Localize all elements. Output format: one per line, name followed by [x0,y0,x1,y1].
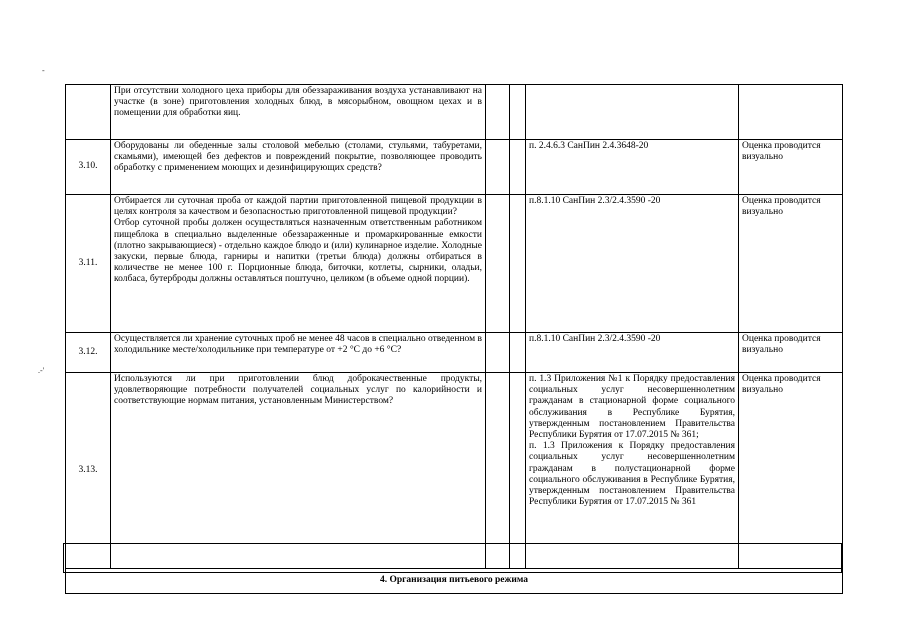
row-number: 3.11. [66,195,111,333]
requirement-text: Осуществляется ли хранение суточных проб не менее 48 часов в специально отведенном в холодильнике месте/холодильнике при температуре от +2 °С до +6 °С? [111,333,486,373]
table-row [66,140,843,195]
answer-cell [486,373,510,569]
answer-cell [486,140,510,195]
row-number [66,85,111,140]
answer-cell [510,373,526,569]
method-text: Оценка проводится визуально [739,333,843,373]
requirement-text: Используются ли при приготовлении блюд доброкачественные продукты, удовлетворяющие потребности получателей социальных услуг по калорийности и соответствующие нормам питания, установленным Министерством? [111,373,486,569]
answer-cell [510,140,526,195]
answer-cell [510,195,526,333]
row-number: 3.13. [66,373,111,569]
requirement-text: Отбирается ли суточная проба от каждой партии приготовленной пищевой продукции в целях контроля за качеством и безопасностью приготовленной пищевой продукции? Отбор суточной пробы должен осуществляться назначенным ответственным работником пищеблока в специально выделенные обеззараженные и промаркированные емкости (плотно закрывающиеся) - отдельно каждое блюдо и (или) кулинарное изделие. Холодные закуски, первые блюда, гарниры и напитки (третьи блюда) должны отбираться в количестве не менее 100 г. Порционные блюда, биточки, котлеты, сырники, оладьи, колбаса, бутерброды должны оставляться поштучно, целиком (в объеме одной порции). [111,195,486,333]
table-row [66,333,843,373]
answer-cell [510,333,526,373]
method-text: Оценка проводится визуально [739,373,843,569]
section-frame [63,543,842,573]
reference-text: п. 2.4.6.3 СанПин 2.4.3648-20 [526,140,739,195]
scan-mark: .-' [38,366,45,375]
table-row [66,195,843,333]
scan-mark: - [42,66,45,75]
reference-text [526,85,739,140]
method-text [739,85,843,140]
requirement-text: При отсутствии холодного цеха приборы для обеззараживания воздуха устанавливают на участке (в зоне) приготовления холодных блюд, в мясорыбном, овощном цехах и в помещении для обработки яиц. [111,85,486,140]
row-number: 3.10. [66,140,111,195]
reference-text: п.8.1.10 СанПин 2.3/2.4.3590 -20 [526,195,739,333]
table-row [66,85,843,140]
answer-cell [486,85,510,140]
requirement-text: Оборудованы ли обеденные залы столовой мебелью (столами, стульями, табуретами, скамьями), имеющей без дефектов и повреждений покрытие, позволяющее проводить обработку с применением моющих и дезинфицирующих средств? [111,140,486,195]
answer-cell [486,333,510,373]
section-heading: 4. Организация питьевого режима [66,569,843,594]
reference-text: п. 1.3 Приложения №1 к Порядку предоставления социальных услуг несовершеннолетним гражданам в стационарной форме социального обслуживания в Республике Бурятия, утвержденным постановлением Правительства Республики Бурятия от 17.07.2015 № 361; п. 1.3 Приложения к Порядку предоставления социальных услуг несовершеннолетним гражданам в полустационарной форме социального обслуживания в Республике Бурятия, утвержденным постановлением Правительства Республики Бурятия от 17.07.2015 № 361 [526,373,739,569]
answer-cell [510,85,526,140]
answer-cell [486,195,510,333]
method-text: Оценка проводится визуально [739,140,843,195]
table-row [66,373,843,569]
checklist-table [65,84,843,594]
reference-text: п.8.1.10 СанПин 2.3/2.4.3590 -20 [526,333,739,373]
row-number: 3.12. [66,333,111,373]
method-text: Оценка проводится визуально [739,195,843,333]
